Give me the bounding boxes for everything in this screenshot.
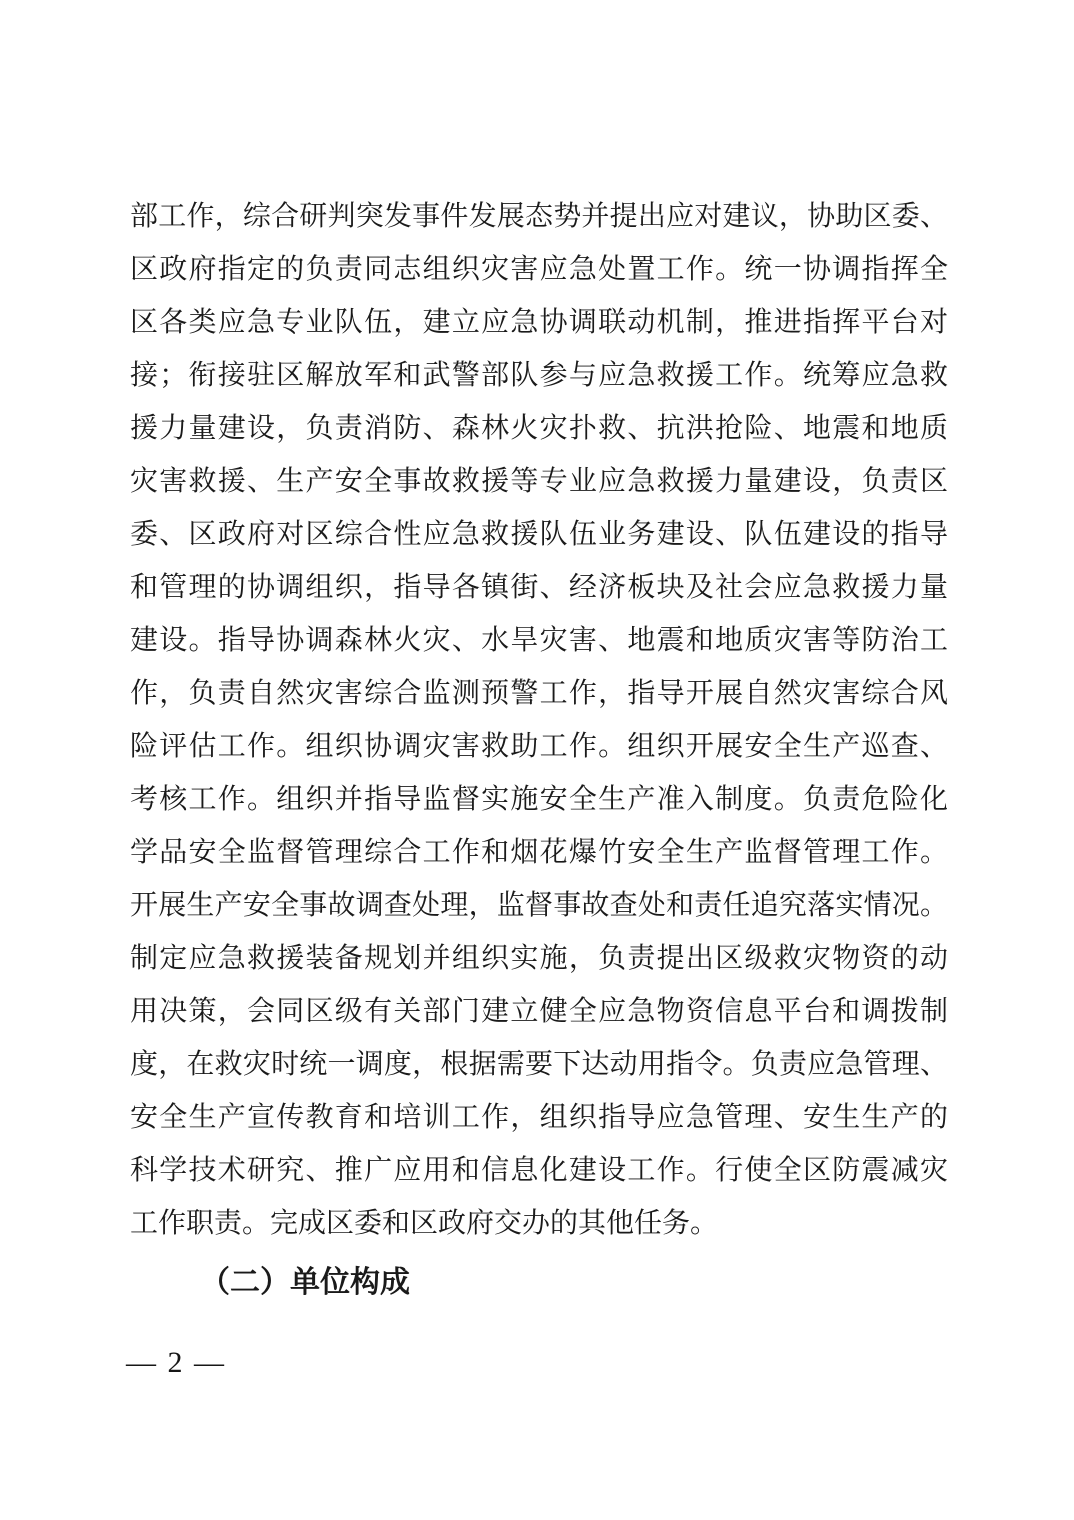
body-line: 委、区政府对区综合性应急救援队伍业务建设、队伍建设的指导 [130, 519, 948, 550]
body-line: 区政府指定的负责同志组织灾害应急处置工作。统一协调指挥全 [130, 254, 948, 285]
body-line: 建设。指导协调森林火灾、水旱灾害、地震和地质灾害等防治工 [130, 625, 948, 656]
body-line: 灾害救援、生产安全事故救援等专业应急救援力量建设，负责区 [130, 466, 948, 497]
body-line: 制定应急救援装备规划并组织实施，负责提出区级救灾物资的动 [130, 943, 948, 974]
body-line: 接；衔接驻区解放军和武警部队参与应急救援工作。统筹应急救 [130, 360, 948, 391]
body-line: 险评估工作。组织协调灾害救助工作。组织开展安全生产巡查、 [130, 731, 948, 762]
page-number-footer: — 2 — [126, 1346, 226, 1379]
body-line: 部工作，综合研判突发事件发展态势并提出应对建议，协助区委、 [130, 201, 948, 232]
body-line: 安全生产宣传教育和培训工作，组织指导应急管理、安生生产的 [130, 1102, 948, 1133]
body-line: 度，在救灾时统一调度，根据需要下达动用指令。负责应急管理、 [130, 1049, 948, 1080]
body-line: 开展生产安全事故调查处理，监督事故查处和责任追究落实情况。 [130, 890, 948, 921]
body-line: 科学技术研究、推广应用和信息化建设工作。行使全区防震减灾 [130, 1155, 948, 1186]
section-heading: （二）单位构成 [200, 1266, 410, 1299]
body-line: 和管理的协调组织，指导各镇街、经济板块及社会应急救援力量 [130, 572, 948, 603]
body-line: 作，负责自然灾害综合监测预警工作，指导开展自然灾害综合风 [130, 678, 948, 709]
body-line: 考核工作。组织并指导监督实施安全生产准入制度。负责危险化 [130, 784, 948, 815]
body-line: 区各类应急专业队伍，建立应急协调联动机制，推进指挥平台对 [130, 307, 948, 338]
body-line: 援力量建设，负责消防、森林火灾扑救、抗洪抢险、地震和地质 [130, 413, 948, 444]
body-line: 用决策，会同区级有关部门建立健全应急物资信息平台和调拨制 [130, 996, 948, 1027]
body-line: 学品安全监督管理综合工作和烟花爆竹安全生产监督管理工作。 [130, 837, 948, 868]
body-line: 工作职责。完成区委和区政府交办的其他任务。 [130, 1208, 719, 1239]
page-body [130, 190, 948, 1309]
